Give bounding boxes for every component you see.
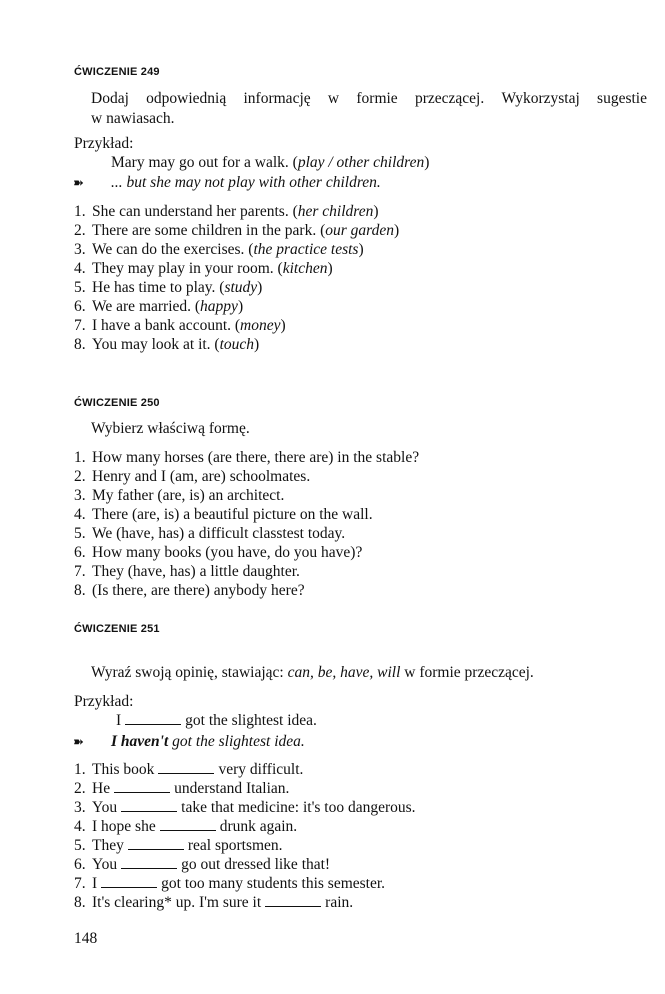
list-item (74, 316, 399, 335)
list-item (74, 297, 399, 316)
item-number: 1. (74, 449, 86, 466)
instruction-post: w formie przeczącej. (400, 664, 534, 681)
instruction-pre: Wyraź swoją opinię, stawiając: (91, 664, 288, 681)
item-post: go out dressed like that! (181, 856, 331, 873)
exercise-249-instruction-line2: w nawiasach. (91, 110, 175, 127)
instruction-verbs: can, be, have, will (287, 664, 401, 681)
item-text: There are some children in the park. ( (92, 222, 326, 239)
item-post: understand Italian. (174, 780, 290, 797)
exercise-249-list (74, 202, 399, 354)
exercise-249-example-answer: ... but she may not play with other children. (111, 174, 381, 191)
list-item (74, 779, 416, 798)
blank-line (121, 800, 177, 812)
example-text: Mary may go out for a walk. ( (111, 154, 298, 171)
exercise-251-example-answer (111, 733, 305, 751)
list-item (74, 335, 399, 354)
list-item (74, 221, 399, 240)
item-close: ) (327, 260, 333, 277)
instruction-word: odpowiednią (146, 90, 227, 107)
item-number: 5. (74, 525, 86, 542)
item-number: 8. (74, 582, 86, 599)
item-hint: money (240, 317, 281, 334)
blank-line (125, 713, 181, 725)
exercise-249-example (111, 154, 429, 172)
item-close: ) (257, 279, 263, 296)
item-text: She can understand her parents. ( (92, 203, 298, 220)
list-item (74, 893, 416, 912)
page-number: 148 (74, 930, 98, 947)
item-number: 5. (74, 279, 86, 296)
example-hint: play / other children (297, 154, 425, 171)
exercise-250-heading: ĆWICZENIE 250 (74, 397, 160, 409)
list-item (74, 448, 419, 467)
item-number: 2. (74, 468, 86, 485)
exercise-251-instruction (91, 663, 534, 683)
item-post: rain. (325, 894, 354, 911)
list-item (74, 562, 419, 581)
item-number: 5. (74, 837, 86, 854)
item-close: ) (237, 298, 244, 315)
list-item (74, 543, 419, 562)
item-pre: I hope she (92, 818, 156, 835)
item-number: 7. (74, 875, 86, 892)
item-text: We (have, has) a difficult classtest today. (92, 525, 346, 542)
pointing-hand-icon: ➽ (73, 734, 84, 749)
list-item (74, 855, 416, 874)
item-pre: This book (92, 761, 155, 778)
item-pre: I (92, 875, 98, 892)
item-close: ) (373, 203, 379, 220)
exercise-249-instruction (91, 89, 647, 129)
instruction-word: Dodaj (91, 90, 129, 107)
item-hint: her children (297, 203, 374, 220)
instruction-word: Wykorzystaj (501, 90, 580, 107)
instruction-word: sugestie (597, 90, 647, 107)
item-text: (Is there, are there) anybody here? (92, 582, 305, 599)
item-text: We are married. ( (92, 298, 201, 315)
item-number: 8. (74, 894, 86, 911)
item-pre: They (92, 837, 124, 854)
exercise-250-list (74, 448, 419, 600)
example-post: got the slightest idea. (185, 712, 317, 729)
item-close: ) (394, 222, 400, 239)
list-item (74, 278, 399, 297)
item-close: ) (280, 317, 286, 334)
exercise-251-example (116, 712, 317, 730)
item-number: 6. (74, 298, 86, 315)
list-item (74, 817, 416, 836)
item-post: real sportsmen. (187, 837, 283, 854)
list-item (74, 874, 416, 893)
item-text: We can do the exercises. ( (92, 241, 254, 258)
item-post: very difficult. (218, 761, 304, 778)
exercise-249-instruction-line1 (91, 89, 647, 109)
exercise-249-example-label: Przykład: (74, 135, 134, 152)
item-number: 4. (74, 260, 86, 277)
item-number: 7. (74, 563, 86, 580)
item-text: He has time to play. ( (92, 279, 225, 296)
item-text: They may play in your room. ( (92, 260, 283, 277)
blank-line (265, 895, 321, 907)
item-text: How many books (you have, do you have)? (92, 544, 363, 561)
item-number: 8. (74, 336, 86, 353)
example-close: ) (424, 154, 430, 171)
answer-rest: got the slightest idea. (168, 733, 305, 750)
item-post: drunk again. (219, 818, 298, 835)
blank-line (160, 819, 216, 831)
item-text: You may look at it. ( (92, 336, 220, 353)
list-item (74, 798, 416, 817)
item-text: They (have, has) a little daughter. (92, 563, 300, 580)
list-item (74, 581, 419, 600)
list-item (74, 486, 419, 505)
item-post: got too many students this semester. (161, 875, 386, 892)
list-item (74, 836, 416, 855)
item-post: take that medicine: it's too dangerous. (181, 799, 416, 816)
exercise-250-instruction: Wybierz właściwą formę. (91, 420, 250, 437)
item-hint: study (224, 279, 258, 296)
item-number: 6. (74, 544, 86, 561)
list-item (74, 467, 419, 486)
item-pre: You (92, 799, 118, 816)
instruction-word: formie (356, 90, 398, 107)
item-hint: our garden (325, 222, 395, 239)
item-text: Henry and I (am, are) schoolmates. (92, 468, 311, 485)
list-item (74, 524, 419, 543)
item-number: 2. (74, 780, 86, 797)
item-number: 3. (74, 241, 86, 258)
item-hint: touch (219, 336, 255, 353)
instruction-word: w (327, 90, 340, 107)
item-hint: kitchen (282, 260, 328, 277)
item-text: How many horses (are there, there are) in the stable? (92, 449, 420, 466)
item-number: 1. (74, 203, 86, 220)
instruction-word: informację (243, 90, 311, 107)
item-close: ) (358, 241, 364, 258)
item-number: 3. (74, 799, 86, 816)
example-pre: I (116, 712, 122, 729)
list-item (74, 240, 399, 259)
item-text: My father (are, is) an architect. (92, 487, 285, 504)
item-number: 1. (74, 761, 86, 778)
exercise-251-heading: ĆWICZENIE 251 (74, 623, 160, 635)
list-item (74, 202, 399, 221)
item-hint: the practice tests (253, 241, 359, 258)
answer-bold: I haven't (111, 733, 169, 750)
item-pre: You (92, 856, 118, 873)
blank-line (158, 762, 214, 774)
pointing-hand-icon: ➽ (73, 175, 84, 190)
item-number: 3. (74, 487, 86, 504)
item-text: I have a bank account. ( (92, 317, 241, 334)
list-item (74, 259, 399, 278)
blank-line (114, 781, 170, 793)
blank-line (128, 838, 184, 850)
item-number: 4. (74, 506, 86, 523)
item-number: 7. (74, 317, 86, 334)
item-close: ) (254, 336, 260, 353)
blank-line (101, 876, 157, 888)
item-pre: It's clearing* up. I'm sure it (92, 894, 262, 911)
list-item (74, 760, 416, 779)
exercise-249-heading: ĆWICZENIE 249 (74, 66, 160, 78)
item-number: 4. (74, 818, 86, 835)
blank-line (121, 857, 177, 869)
exercise-251-example-label: Przykład: (74, 693, 134, 710)
item-number: 6. (74, 856, 86, 873)
item-text: There (are, is) a beautiful picture on the wall. (92, 506, 373, 523)
item-pre: He (92, 780, 111, 797)
instruction-word: przeczącej. (414, 90, 485, 107)
list-item (74, 505, 419, 524)
exercise-251-list (74, 760, 416, 912)
item-number: 2. (74, 222, 86, 239)
item-hint: happy (200, 298, 238, 315)
